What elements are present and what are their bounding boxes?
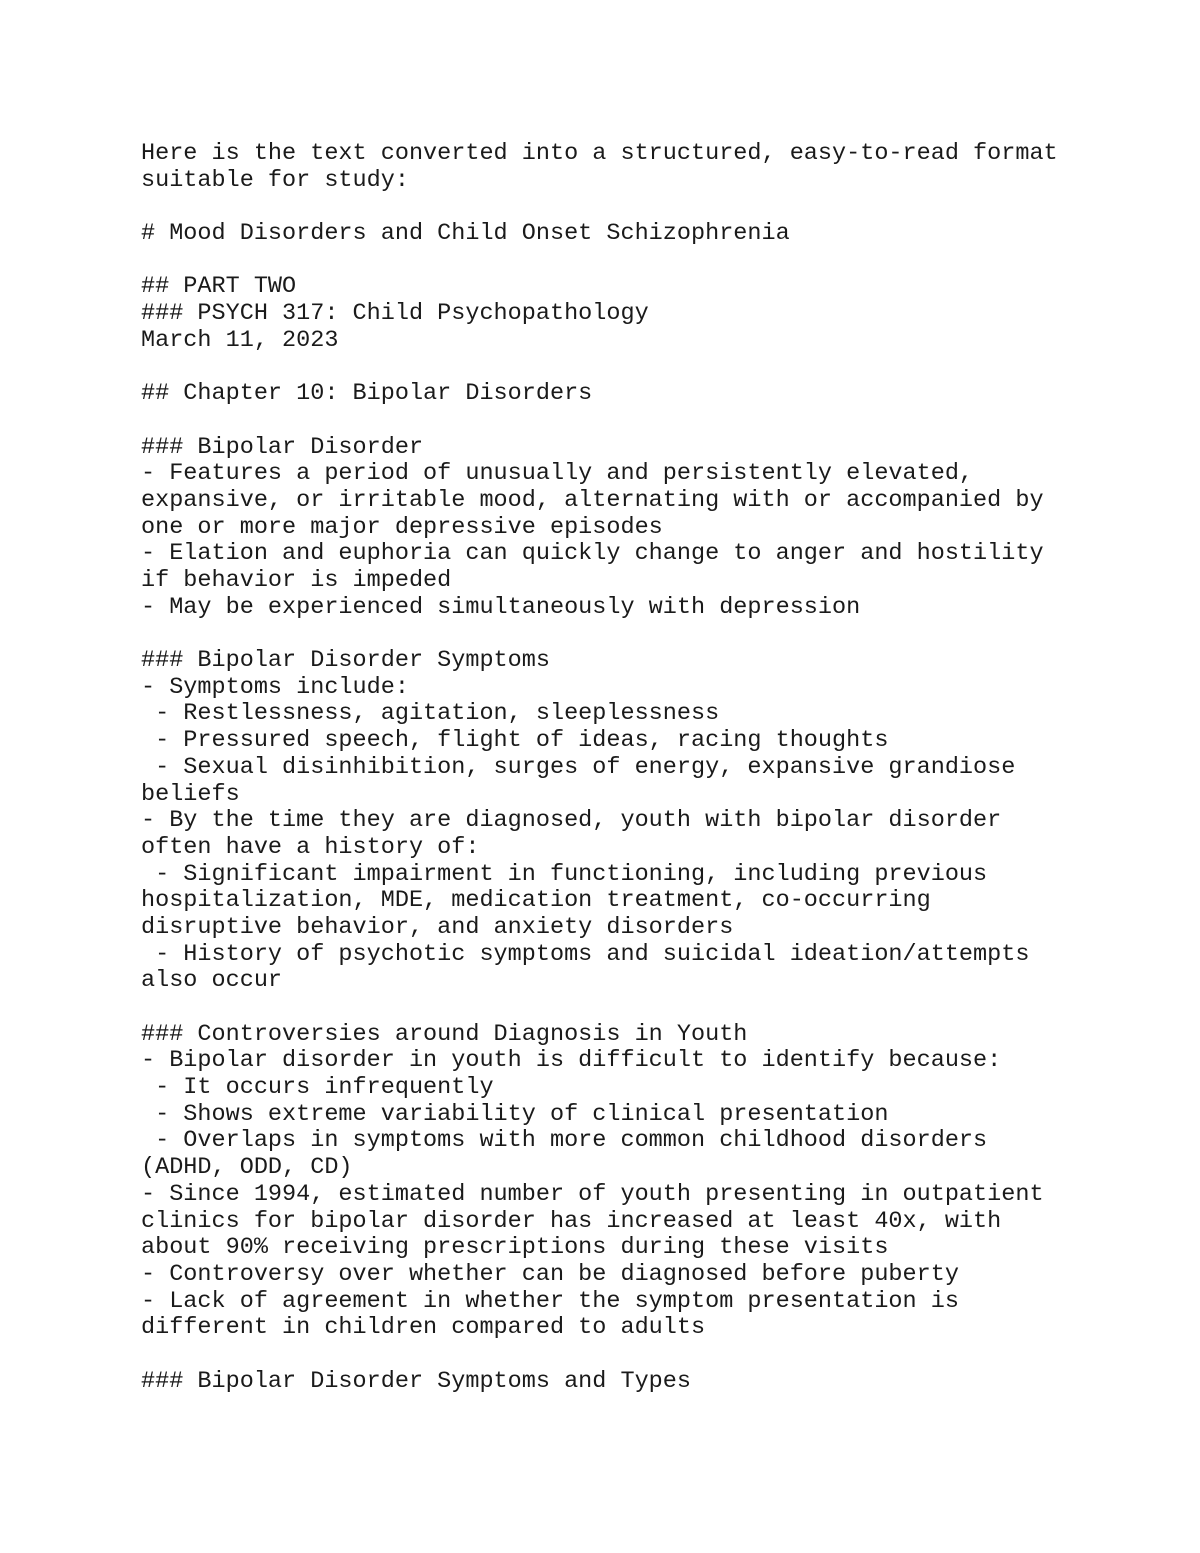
text-line xyxy=(141,408,1141,435)
text-line: - Features a period of unusually and persistently elevated, xyxy=(141,460,974,488)
text-line xyxy=(141,995,1141,1022)
text-line: ## Chapter 10: Bipolar Disorders xyxy=(141,380,593,408)
text-line: ### Bipolar Disorder xyxy=(141,433,424,461)
text-line: # Mood Disorders and Child Onset Schizophrenia xyxy=(141,220,790,248)
text-line: clinics for bipolar disorder has increased at least 40x, with xyxy=(141,1207,1002,1235)
text-line: ### PSYCH 317: Child Psychopathology xyxy=(141,300,649,328)
text-line: - Lack of agreement in whether the symptom presentation is xyxy=(141,1287,959,1315)
text-line: - Shows extreme variability of clinical presentation xyxy=(141,1100,889,1128)
document-text xyxy=(141,141,1141,1395)
text-line xyxy=(141,248,1141,275)
text-line: one or more major depressive episodes xyxy=(141,513,663,541)
text-line: - Overlaps in symptoms with more common childhood disorders xyxy=(141,1127,988,1155)
text-line: about 90% receiving prescriptions during these visits xyxy=(141,1234,889,1262)
text-line: if behavior is impeded xyxy=(141,567,452,594)
text-line: - Controversy over whether can be diagnosed before puberty xyxy=(141,1260,959,1288)
text-line: - Elation and euphoria can quickly change to anger and hostility xyxy=(141,540,1044,568)
text-line: - Pressured speech, flight of ideas, racing thoughts xyxy=(141,727,889,755)
text-line xyxy=(141,621,1141,648)
text-line: - It occurs infrequently xyxy=(141,1074,494,1102)
text-line: ### Bipolar Disorder Symptoms and Types xyxy=(141,1367,691,1395)
text-line: - May be experienced simultaneously with depression xyxy=(141,593,861,621)
text-line: suitable for study: xyxy=(141,166,409,194)
text-line xyxy=(141,194,1141,221)
text-line: - Sexual disinhibition, surges of energy, expansive grandiose xyxy=(141,753,1016,781)
text-line: - Bipolar disorder in youth is difficult to identify because: xyxy=(141,1047,1002,1075)
text-line xyxy=(141,1342,1141,1369)
text-line: hospitalization, MDE, medication treatment, co-occurring xyxy=(141,887,931,915)
text-line: disruptive behavior, and anxiety disorders xyxy=(141,913,734,941)
text-line: also occur xyxy=(141,967,283,995)
text-line: March 11, 2023 xyxy=(141,326,339,354)
text-line: often have a history of: xyxy=(141,833,480,861)
text-line: ### Bipolar Disorder Symptoms xyxy=(141,647,550,675)
text-line: - By the time they are diagnosed, youth with bipolar disorder xyxy=(141,807,1002,835)
text-line: ## PART TWO xyxy=(141,273,297,301)
text-line: - Restlessness, agitation, sleeplessness xyxy=(141,700,720,728)
text-line: beliefs xyxy=(141,780,240,808)
text-line: - Since 1994, estimated number of youth presenting in outpatient xyxy=(141,1180,1044,1208)
text-line: ### Controversies around Diagnosis in Youth xyxy=(141,1020,748,1048)
text-line: Here is the text converted into a structured, easy-to-read format xyxy=(141,140,1058,167)
text-line: different in children compared to adults xyxy=(141,1314,706,1342)
text-line: - History of psychotic symptoms and suicidal ideation/attempts xyxy=(141,940,1030,968)
text-line xyxy=(141,355,1141,382)
text-line: (ADHD, ODD, CD) xyxy=(141,1154,353,1182)
text-line: expansive, or irritable mood, alternating with or accompanied by xyxy=(141,486,1044,514)
text-line: - Symptoms include: xyxy=(141,673,409,701)
text-line: - Significant impairment in functioning, including previous xyxy=(141,860,988,888)
